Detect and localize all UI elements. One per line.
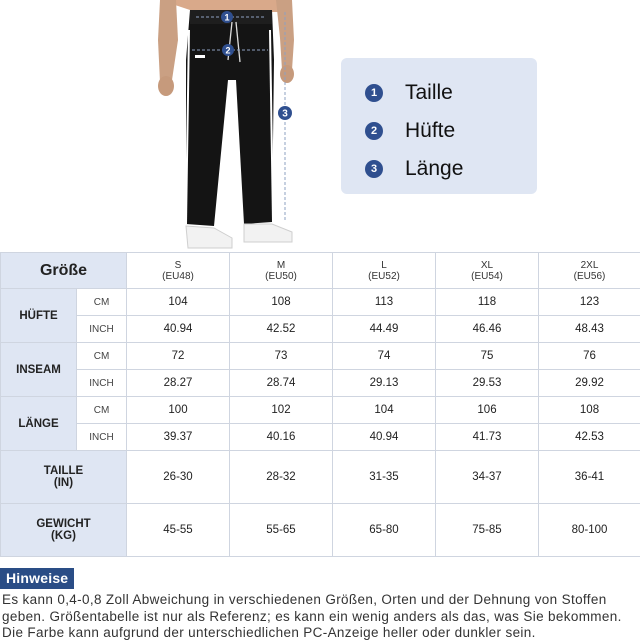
table-cell: 80-100 — [539, 504, 640, 557]
table-cell: 29.13 — [333, 370, 436, 397]
svg-text:3: 3 — [282, 108, 288, 120]
table-cell: 104 — [333, 397, 436, 424]
notes-line: geben. Größentabelle ist nur als Referenz; es kann ein wenig anders als das, was Sie bekommen. — [2, 608, 622, 624]
row-label-line1: TAILLE — [43, 465, 84, 477]
table-cell: 42.53 — [539, 424, 640, 451]
unit-label: CM — [77, 343, 127, 370]
table-header-row — [1, 253, 640, 289]
size-column-header — [436, 253, 539, 289]
svg-text:2: 2 — [225, 45, 231, 56]
table-row — [1, 451, 640, 504]
table-cell: 123 — [539, 289, 640, 316]
unit-label: INCH — [77, 370, 127, 397]
unit-label: INCH — [77, 316, 127, 343]
table-row — [1, 343, 640, 370]
notes-text — [2, 592, 638, 642]
notes-line: Die Farbe kann aufgrund der unterschiedlichen PC-Anzeige heller oder dunkler sein. — [2, 625, 536, 640]
row-label-line2: (KG) — [51, 530, 76, 542]
row-group-label: LÄNGE — [1, 397, 77, 451]
size-label: 2XL — [580, 259, 599, 271]
table-cell: 75-85 — [436, 504, 539, 557]
table-cell: 36-41 — [539, 451, 640, 504]
table-cell: 102 — [230, 397, 333, 424]
table-cell: 31-35 — [333, 451, 436, 504]
legend-label: Taille — [405, 81, 453, 104]
size-label: M — [276, 259, 286, 271]
eu-size-label: (EU48) — [162, 270, 194, 282]
table-cell: 45-55 — [127, 504, 230, 557]
legend-item-taille — [365, 74, 537, 112]
size-column-header — [333, 253, 436, 289]
table-cell: 72 — [127, 343, 230, 370]
table-cell: 104 — [127, 289, 230, 316]
legend-label: Hüfte — [405, 119, 456, 142]
eu-size-label: (EU50) — [265, 270, 297, 282]
legend-item-huefte — [365, 112, 537, 150]
table-row — [1, 316, 640, 343]
legend-item-laenge — [365, 150, 537, 188]
table-cell: 65-80 — [333, 504, 436, 557]
table-row — [1, 370, 640, 397]
svg-text:1: 1 — [224, 12, 230, 23]
legend-number-badge: 3 — [365, 160, 383, 178]
table-cell: 40.16 — [230, 424, 333, 451]
table-cell: 74 — [333, 343, 436, 370]
legend-label: Länge — [405, 157, 464, 180]
table-cell: 29.92 — [539, 370, 640, 397]
eu-size-label: (EU56) — [573, 270, 606, 282]
eu-size-label: (EU54) — [471, 270, 503, 282]
product-illustration — [0, 0, 640, 250]
table-cell: 29.53 — [436, 370, 539, 397]
row-group-label — [1, 504, 127, 557]
size-column-header — [230, 253, 333, 289]
size-column-header — [127, 253, 230, 289]
table-row — [1, 397, 640, 424]
unit-label: INCH — [77, 424, 127, 451]
table-cell: 48.43 — [539, 316, 640, 343]
row-label-line2: (IN) — [53, 477, 74, 489]
table-cell: 46.46 — [436, 316, 539, 343]
table-cell: 41.73 — [436, 424, 539, 451]
table-cell: 55-65 — [230, 504, 333, 557]
size-label: XL — [480, 259, 494, 271]
table-cell: 42.52 — [230, 316, 333, 343]
row-group-label — [1, 451, 127, 504]
measurement-legend — [341, 58, 537, 194]
table-row — [1, 424, 640, 451]
table-cell: 75 — [436, 343, 539, 370]
table-cell: 40.94 — [127, 316, 230, 343]
table-cell: 26-30 — [127, 451, 230, 504]
notes-line: Es kann 0,4-0,8 Zoll Abweichung in verschiedenen Größen, Orten und der Dehnung von Stoffen — [2, 592, 607, 607]
notes-title-badge: Hinweise — [0, 568, 74, 589]
table-cell: 28-32 — [230, 451, 333, 504]
unit-label: CM — [77, 397, 127, 424]
size-label: L — [381, 259, 387, 271]
table-cell: 108 — [539, 397, 640, 424]
table-row — [1, 289, 640, 316]
legend-number-badge: 2 — [365, 122, 383, 140]
eu-size-label: (EU52) — [368, 270, 400, 282]
table-cell: 28.27 — [127, 370, 230, 397]
table-cell: 118 — [436, 289, 539, 316]
table-cell: 44.49 — [333, 316, 436, 343]
table-row — [1, 504, 640, 557]
table-cell: 113 — [333, 289, 436, 316]
table-cell: 39.37 — [127, 424, 230, 451]
table-cell: 73 — [230, 343, 333, 370]
pants-model-figure — [0, 0, 640, 250]
table-cell: 40.94 — [333, 424, 436, 451]
table-cell: 108 — [230, 289, 333, 316]
size-corner-header: Größe — [1, 253, 127, 289]
unit-label: CM — [77, 289, 127, 316]
table-cell: 100 — [127, 397, 230, 424]
table-cell: 106 — [436, 397, 539, 424]
size-column-header — [539, 253, 640, 289]
table-cell: 28.74 — [230, 370, 333, 397]
row-group-label: HÜFTE — [1, 289, 77, 343]
row-group-label: INSEAM — [1, 343, 77, 397]
table-cell: 34-37 — [436, 451, 539, 504]
table-cell: 76 — [539, 343, 640, 370]
legend-number-badge: 1 — [365, 84, 383, 102]
row-label-line1: GEWICHT — [36, 518, 91, 530]
size-label: S — [174, 259, 182, 271]
size-chart-table — [0, 252, 640, 557]
